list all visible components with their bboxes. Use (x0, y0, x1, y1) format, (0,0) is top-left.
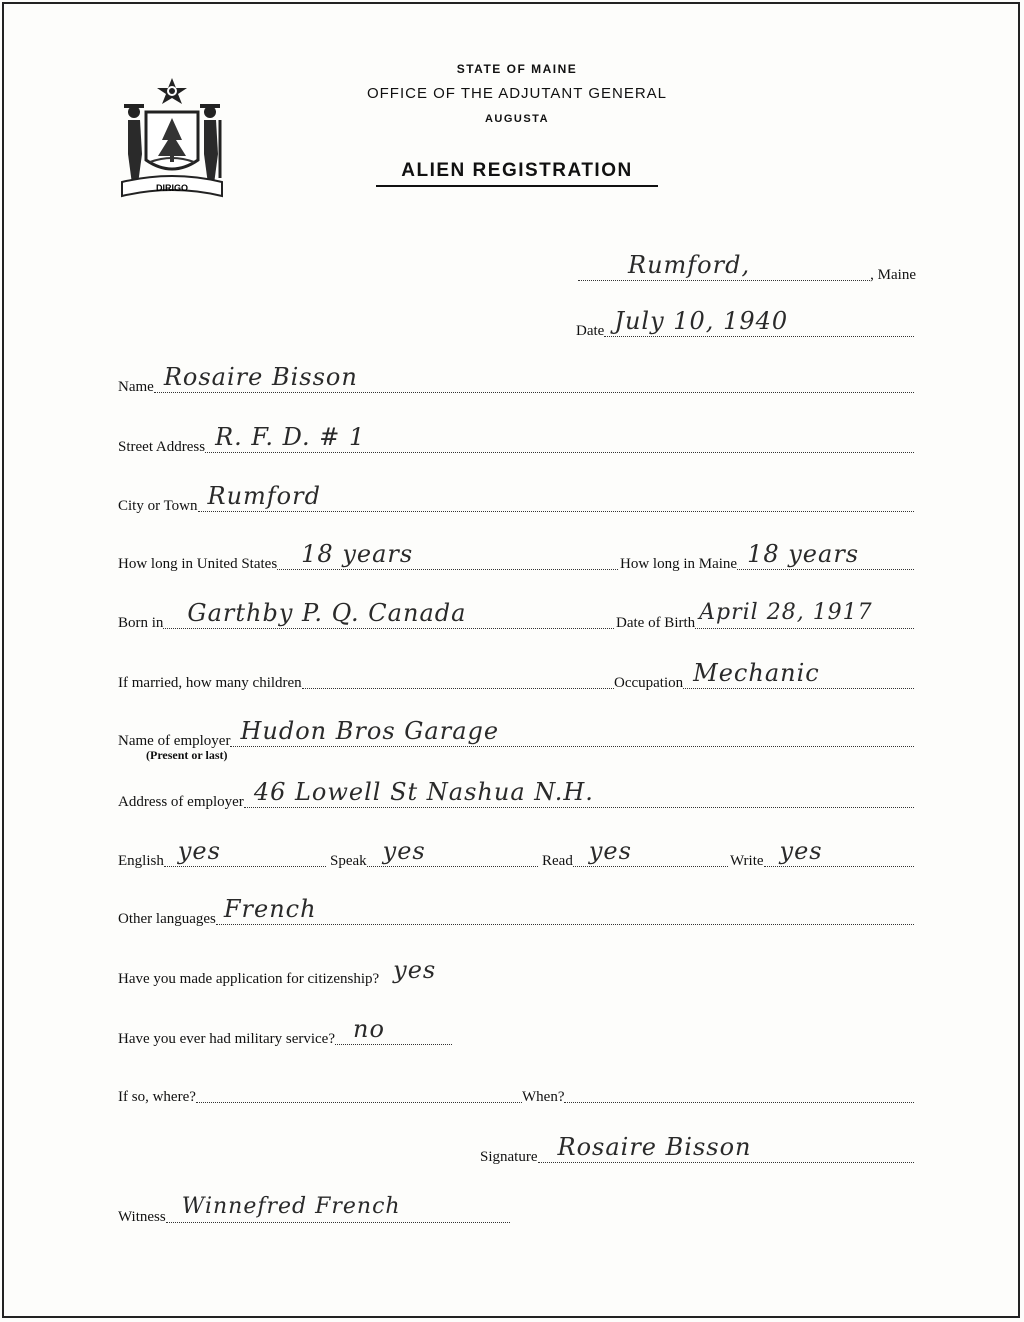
place-suffix: , Maine (870, 267, 916, 283)
occupation-field[interactable] (683, 648, 914, 689)
write-row (730, 830, 914, 870)
how-long-us-field[interactable] (277, 529, 618, 570)
employer-label: Name of employer (118, 733, 231, 749)
employer-field[interactable] (230, 706, 914, 747)
place-field[interactable] (578, 240, 870, 281)
how-long-us-label: How long in United States (118, 556, 278, 572)
when-row (522, 1066, 914, 1106)
seal-motto: DIRIGO (155, 183, 189, 193)
speak-row (330, 830, 538, 870)
name-field[interactable] (154, 352, 914, 393)
born-in-row (118, 592, 614, 632)
street-address-value: R. F. D. # 1 (215, 423, 366, 451)
english-label: English (118, 853, 164, 869)
city-value: Rumford (207, 482, 321, 510)
form-title: ALIEN REGISTRATION (376, 160, 658, 187)
employer-address-label: Address of employer (118, 794, 244, 810)
other-languages-label: Other languages (118, 911, 216, 927)
header-state: STATE OF MAINE (456, 62, 578, 76)
date-of-birth-row (616, 592, 914, 632)
occupation-label: Occupation (614, 675, 684, 691)
date-of-birth-label: Date of Birth (616, 615, 696, 631)
date-field[interactable] (604, 296, 914, 337)
how-long-maine-value: 18 years (747, 540, 860, 568)
place-value: Rumford, (628, 251, 751, 279)
speak-value: yes (382, 837, 426, 865)
header-city: AUGUSTA (484, 113, 550, 125)
citizenship-field[interactable] (379, 945, 914, 985)
other-languages-row (118, 888, 914, 928)
date-value: July 10, 1940 (614, 307, 789, 335)
other-languages-value: French (223, 895, 317, 923)
other-languages-field[interactable] (216, 884, 914, 925)
how-long-maine-row (620, 533, 914, 573)
citizenship-row (118, 948, 914, 988)
witness-field[interactable] (166, 1182, 510, 1223)
military-label: Have you ever had military service? (118, 1031, 335, 1047)
occupation-row (614, 652, 914, 692)
signature-row (480, 1126, 914, 1166)
name-value: Rosaire Bisson (163, 363, 358, 391)
how-long-us-value: 18 years (301, 540, 414, 568)
witness-row (118, 1186, 510, 1226)
employer-address-field[interactable] (244, 767, 914, 808)
born-in-value: Garthby P. Q. Canada (187, 599, 467, 627)
children-label: If married, how many children (118, 675, 302, 691)
date-row (576, 300, 914, 340)
read-value: yes (588, 837, 632, 865)
street-address-label: Street Address (118, 439, 206, 455)
witness-value: Winnefred French (181, 1194, 401, 1219)
employer-value: Hudon Bros Garage (240, 717, 500, 745)
witness-label: Witness (118, 1209, 166, 1225)
name-label: Name (118, 379, 154, 395)
born-in-label: Born in (118, 615, 164, 631)
where-label: If so, where? (118, 1089, 196, 1105)
city-label: City or Town (118, 498, 198, 514)
city-row (118, 475, 914, 515)
street-address-field[interactable] (205, 412, 914, 453)
english-field[interactable] (164, 826, 326, 867)
place-row (578, 244, 916, 284)
signature-value: Rosaire Bisson (557, 1133, 752, 1161)
employer-sublabel: (Present or last) (146, 748, 228, 762)
date-label: Date (576, 323, 605, 339)
write-field[interactable] (764, 826, 914, 867)
header-office: OFFICE OF THE ADJUTANT GENERAL (366, 85, 668, 102)
children-row (118, 652, 614, 692)
write-value: yes (779, 837, 823, 865)
where-row (118, 1066, 522, 1106)
military-field[interactable] (335, 1004, 452, 1045)
read-field[interactable] (573, 826, 728, 867)
write-label: Write (730, 853, 764, 869)
when-label: When? (522, 1089, 565, 1105)
military-value: no (353, 1015, 385, 1043)
employer-row (118, 710, 914, 750)
where-field[interactable] (196, 1062, 522, 1103)
city-field[interactable] (198, 471, 914, 512)
born-in-field[interactable] (163, 588, 614, 629)
english-row (118, 830, 326, 870)
employer-address-value: 46 Lowell St Nashua N.H. (253, 778, 594, 806)
how-long-maine-label: How long in Maine (620, 556, 738, 572)
occupation-value: Mechanic (693, 659, 820, 687)
signature-label: Signature (480, 1149, 538, 1165)
how-long-us-row (118, 533, 618, 573)
date-of-birth-field[interactable] (695, 588, 914, 629)
military-row (118, 1008, 452, 1048)
speak-label: Speak (330, 853, 367, 869)
read-label: Read (542, 853, 573, 869)
name-row (118, 356, 914, 396)
citizenship-value: yes (393, 956, 437, 984)
how-long-maine-field[interactable] (737, 529, 914, 570)
speak-field[interactable] (367, 826, 538, 867)
street-address-row (118, 416, 914, 456)
employer-address-row (118, 771, 914, 811)
children-field[interactable] (302, 648, 614, 689)
when-field[interactable] (564, 1062, 914, 1103)
signature-field[interactable] (538, 1122, 915, 1163)
read-row (542, 830, 728, 870)
english-value: yes (177, 837, 221, 865)
citizenship-label: Have you made application for citizenship? (118, 971, 380, 987)
date-of-birth-value: April 28, 1917 (699, 600, 873, 625)
